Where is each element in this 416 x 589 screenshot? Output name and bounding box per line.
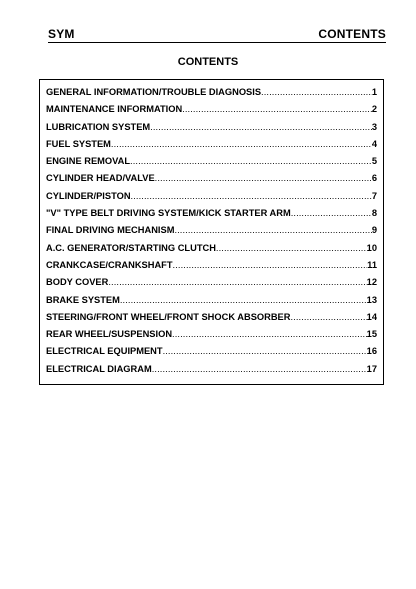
toc-entry-title: FUEL SYSTEM xyxy=(46,138,111,149)
toc-dot-leader xyxy=(182,104,372,114)
toc-dot-leader xyxy=(290,312,366,322)
toc-entry-title: ELECTRICAL DIAGRAM xyxy=(46,363,152,374)
toc-dot-leader xyxy=(152,364,367,374)
toc-entry[interactable] xyxy=(46,260,377,277)
toc-entry[interactable] xyxy=(46,104,377,121)
toc-dot-leader xyxy=(174,225,371,235)
toc-entry-page: 1 xyxy=(371,87,377,97)
header-brand: SYM xyxy=(48,27,75,41)
toc-entry-page: 15 xyxy=(366,329,377,340)
toc-entry-page: 13 xyxy=(366,294,377,305)
toc-entry-title: MAINTENANCE INFORMATION xyxy=(46,104,183,115)
toc-entry-page: 2 xyxy=(371,104,377,115)
toc-entry[interactable] xyxy=(46,208,377,225)
toc-entry-title: A.C. GENERATOR/STARTING CLUTCH xyxy=(46,242,216,253)
toc-entry-page: 3 xyxy=(371,121,377,132)
toc-entry[interactable] xyxy=(46,156,377,173)
toc-entry-title: CYLINDER/PISTON xyxy=(46,190,131,201)
toc-entry[interactable] xyxy=(46,277,377,294)
toc-entry[interactable] xyxy=(46,329,377,346)
toc-entry[interactable] xyxy=(46,295,377,312)
toc-dot-leader xyxy=(216,243,367,253)
toc-entry-page: 5 xyxy=(371,156,377,167)
toc-entry-title: ENGINE REMOVAL xyxy=(46,156,131,167)
toc-dot-leader xyxy=(173,260,368,270)
toc-entry[interactable] xyxy=(46,346,377,363)
table-of-contents xyxy=(39,79,384,385)
toc-entry-page: 7 xyxy=(371,190,377,201)
toc-entry[interactable] xyxy=(46,173,377,190)
toc-entry-page: 11 xyxy=(367,259,377,270)
toc-entry-page: 17 xyxy=(366,363,377,374)
toc-entry[interactable] xyxy=(46,225,377,242)
toc-dot-leader xyxy=(131,191,372,201)
toc-entry-page: 6 xyxy=(371,173,377,184)
toc-dot-leader xyxy=(261,87,372,97)
toc-dot-leader xyxy=(130,156,372,166)
toc-entry[interactable] xyxy=(46,139,377,156)
toc-dot-leader xyxy=(291,208,372,218)
toc-entry-title: BODY COVER xyxy=(46,277,109,288)
toc-entry-title: STEERING/FRONT WHEEL/FRONT SHOCK ABSORBER xyxy=(46,311,291,322)
header-rule xyxy=(48,42,386,43)
toc-entry-page: 10 xyxy=(366,242,377,253)
toc-dot-leader xyxy=(111,139,372,149)
toc-entry[interactable] xyxy=(46,243,377,260)
header-section: CONTENTS xyxy=(318,27,386,41)
toc-entry-page: 12 xyxy=(366,277,377,288)
toc-dot-leader xyxy=(150,122,372,132)
toc-entry-title: FINAL DRIVING MECHANISM xyxy=(46,225,175,236)
toc-entry-title: BRAKE SYSTEM xyxy=(46,294,120,305)
toc-dot-leader xyxy=(108,277,366,287)
toc-entry-title: GENERAL INFORMATION/TROUBLE DIAGNOSIS xyxy=(46,87,262,97)
toc-entry[interactable] xyxy=(46,364,377,381)
toc-dot-leader xyxy=(120,295,367,305)
toc-entry-title: CRANKCASE/CRANKSHAFT xyxy=(46,259,173,270)
toc-list xyxy=(46,87,377,381)
toc-entry-page: 4 xyxy=(371,138,377,149)
page-title: CONTENTS xyxy=(177,56,239,68)
toc-entry[interactable] xyxy=(46,191,377,208)
toc-entry-page: 14 xyxy=(366,311,377,322)
toc-entry[interactable] xyxy=(46,122,377,139)
toc-dot-leader xyxy=(163,346,367,356)
toc-entry-title: LUBRICATION SYSTEM xyxy=(46,121,151,132)
toc-entry-page: 8 xyxy=(371,208,377,219)
toc-entry-title: "V" TYPE BELT DRIVING SYSTEM/KICK STARTER ARM xyxy=(46,208,291,219)
toc-dot-leader xyxy=(172,329,367,339)
toc-entry-page: 9 xyxy=(371,225,377,236)
toc-entry[interactable] xyxy=(46,312,377,329)
page-header xyxy=(48,27,386,43)
toc-entry-page: 16 xyxy=(366,346,377,357)
toc-entry-title: ELECTRICAL EQUIPMENT xyxy=(46,346,163,357)
toc-entry-title: REAR WHEEL/SUSPENSION xyxy=(46,329,173,340)
toc-dot-leader xyxy=(155,173,372,183)
toc-entry[interactable] xyxy=(46,87,377,104)
toc-entry-title: CYLINDER HEAD/VALVE xyxy=(46,173,155,184)
